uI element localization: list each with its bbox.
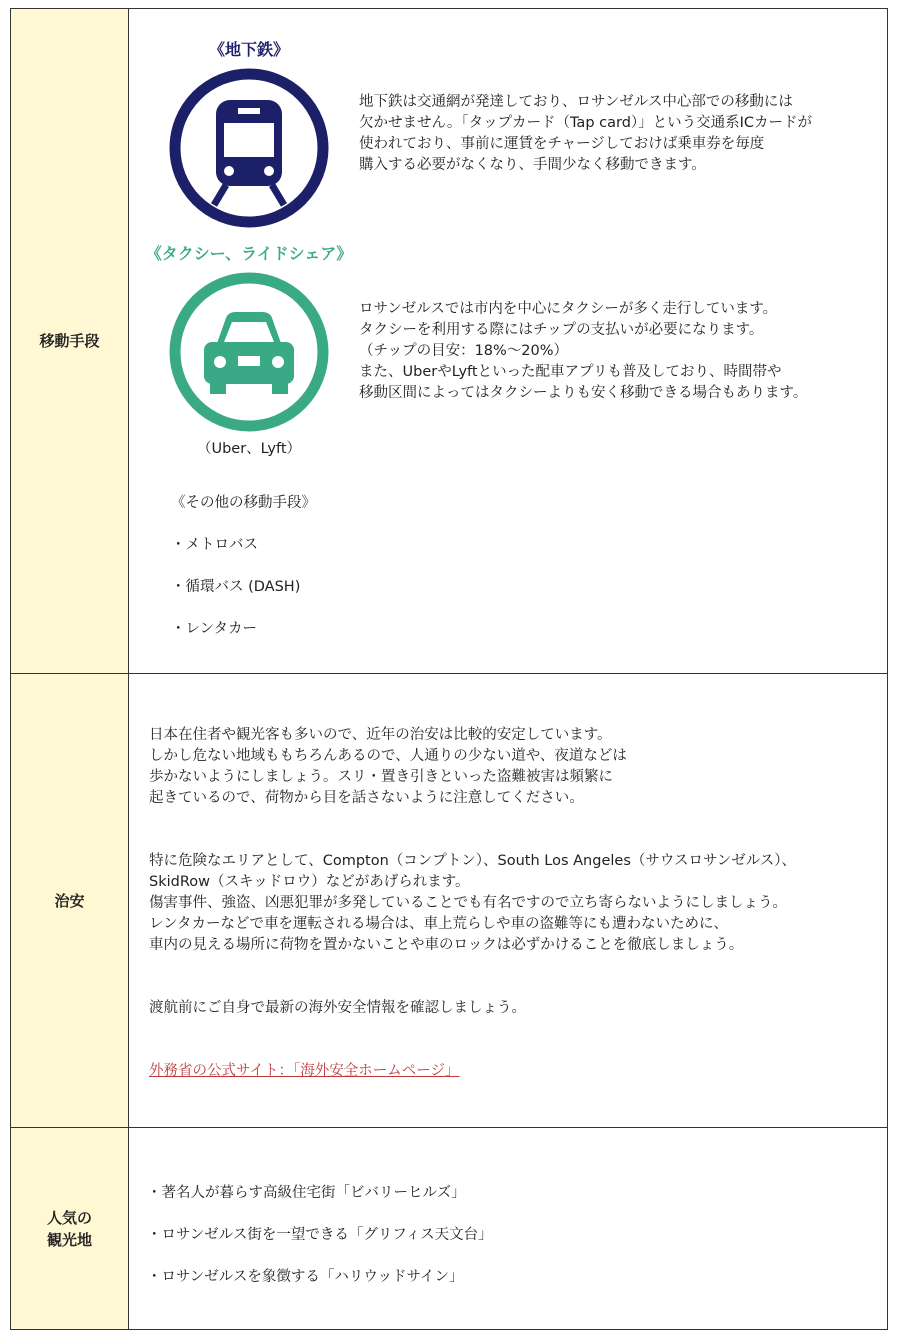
row-label: 治安 bbox=[11, 674, 129, 1127]
row-safety bbox=[11, 673, 887, 1127]
subway-section bbox=[149, 39, 877, 229]
list-item: ・循環バス (DASH) bbox=[171, 579, 301, 595]
safety-paragraph-3: 渡航前にご自身で最新の海外安全情報を確認しましょう。 bbox=[149, 1000, 526, 1016]
taxi-description: ロサンゼルスでは市内を中心にタクシーが多く走行しています。 タクシーを利用する際にはチップの支払いが必要になります。 （チップの目安：18%～20%） また、UberやLyftといった配車アプリも普及しており、時間帯や 移動区間によってはタクシーよりも安く移動できる場合もあります。 bbox=[359, 301, 808, 401]
row-transport bbox=[11, 9, 887, 673]
taxi-heading: 《タクシー、ライドシェア》 bbox=[145, 244, 353, 263]
list-item: ・ロサンゼルスを象徴する「ハリウッドサイン」 bbox=[147, 1269, 464, 1285]
row-sights bbox=[11, 1127, 887, 1329]
list-item: ・ロサンゼルス街を一望できる「グリフィス天文台」 bbox=[147, 1227, 493, 1243]
safety-paragraph-1: 日本在住者や観光客も多いので、近年の治安は比較的安定しています。 しかし危ない地域ももちろんあるので、人通りの少ない道や、夜道などは 歩かないようにしましょう。スリ・置き引きといった盗難被害は頻繁に 起きているので、荷物から目を話さないように注意してください。 bbox=[149, 727, 627, 806]
subway-heading: 《地下鉄》 bbox=[208, 40, 289, 59]
row-label: 移動手段 bbox=[11, 9, 129, 673]
safety-paragraph-2: 特に危険なエリアとして、Compton（コンプトン）、South Los Angeles（サウスロサンゼルス）、 SkidRow（スキッドロウ）などがあげられます。 傷害事件、強盗、凶悪犯罪が多発していることでも有名ですので立ち寄らないようにしましょう。 レンタカーなどで車を運転される場合は、車上荒らしや車の盗難等にも遭わないために、 車内の見える場所に荷物を置かないことや車のロックは必ずかけることを徹底しましょう。 bbox=[149, 853, 797, 953]
other-transport bbox=[171, 472, 877, 661]
taxi-caption: （Uber、Lyft） bbox=[196, 441, 302, 457]
subway-description: 地下鉄は交通網が発達しており、ロサンゼルス中心部での移動には 欠かせません。「タップカード（Tap card）」という交通系ICカードが 使われており、事前に運賃をチャージしておけば乗車券を毎度 購入する必要がなくなり、手間少なく移動できます。 bbox=[359, 94, 813, 173]
safety-site-link[interactable]: 外務省の公式サイト：「海外安全ホームページ」 bbox=[149, 1063, 460, 1079]
train-icon bbox=[168, 67, 330, 229]
info-table bbox=[10, 8, 888, 1330]
list-item: ・レンタカー bbox=[171, 621, 258, 637]
other-heading: 《その他の移動手段》 bbox=[171, 495, 316, 511]
row-label: 人気の 観光地 bbox=[11, 1128, 129, 1329]
list-item: ・メトロバス bbox=[171, 537, 258, 553]
taxi-section bbox=[145, 243, 877, 460]
list-item: ・著名人が暮らす高級住宅街「ビバリーヒルズ」 bbox=[147, 1185, 466, 1201]
car-icon bbox=[168, 271, 330, 433]
